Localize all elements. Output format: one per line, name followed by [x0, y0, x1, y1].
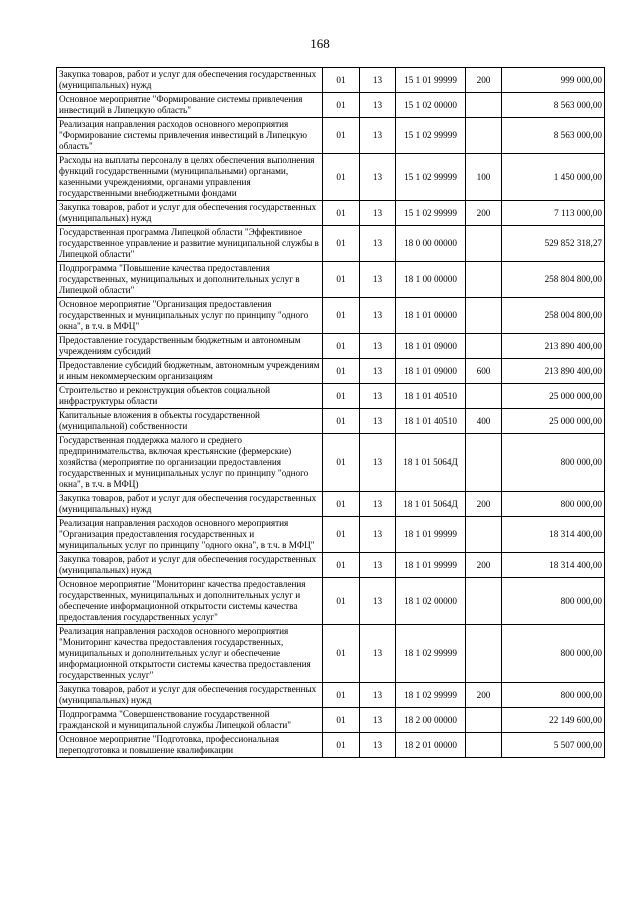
section-code-cell: 01: [323, 359, 360, 384]
expense-name-cell: Капитальные вложения в объекты государственной (муниципальной) собственности: [57, 409, 323, 434]
target-article-cell: 18 1 01 09000: [396, 359, 466, 384]
expense-name-cell: Основное мероприятие "Подготовка, профессиональная переподготовка и повышение квалификации: [57, 733, 323, 758]
expense-type-cell: 200: [466, 683, 502, 708]
expense-type-cell: [466, 262, 502, 298]
table-row: [57, 384, 605, 409]
expense-type-cell: [466, 298, 502, 334]
expense-type-cell: [466, 578, 502, 625]
expense-type-cell: 200: [466, 68, 502, 93]
expense-name-cell: Подпрограмма "Повышение качества предоставления государственных, муниципальных и дополнительных услуг в Липецкой области": [57, 262, 323, 298]
amount-cell: 213 890 400,00: [502, 359, 605, 384]
subsection-code-cell: 13: [360, 359, 396, 384]
expense-type-cell: [466, 334, 502, 359]
expense-name-cell: Реализация направления расходов основного мероприятия "Организация предоставления государственных и муниципальных услуг по принципу "одного окна", в т.ч. в МФЦ": [57, 517, 323, 553]
amount-cell: 22 149 600,00: [502, 708, 605, 733]
amount-cell: 999 000,00: [502, 68, 605, 93]
target-article-cell: 15 1 01 99999: [396, 68, 466, 93]
table-row: [57, 517, 605, 553]
expense-type-cell: 100: [466, 154, 502, 201]
expense-name-cell: Расходы на выплаты персоналу в целях обеспечения выполнения функций государственными (муниципальными) органами, казенными учреждениями, органами управления государственными внебюджетными фондами: [57, 154, 323, 201]
amount-cell: 1 450 000,00: [502, 154, 605, 201]
expense-name-cell: Государственная программа Липецкой области "Эффективное государственное управление и развитие муниципальной службы в Липецкой области": [57, 226, 323, 262]
target-article-cell: 18 0 00 00000: [396, 226, 466, 262]
subsection-code-cell: 13: [360, 298, 396, 334]
subsection-code-cell: 13: [360, 578, 396, 625]
amount-cell: 25 000 000,00: [502, 384, 605, 409]
subsection-code-cell: 13: [360, 517, 396, 553]
subsection-code-cell: 13: [360, 154, 396, 201]
table-row: [57, 359, 605, 384]
target-article-cell: 18 1 01 99999: [396, 553, 466, 578]
section-code-cell: 01: [323, 118, 360, 154]
amount-cell: 800 000,00: [502, 492, 605, 517]
table-row: [57, 68, 605, 93]
section-code-cell: 01: [323, 298, 360, 334]
amount-cell: 8 563 000,00: [502, 118, 605, 154]
subsection-code-cell: 13: [360, 262, 396, 298]
table-row: [57, 409, 605, 434]
subsection-code-cell: 13: [360, 68, 396, 93]
expense-name-cell: Строительство и реконструкция объектов социальной инфраструктуры области: [57, 384, 323, 409]
section-code-cell: 01: [323, 733, 360, 758]
table-row: [57, 201, 605, 226]
section-code-cell: 01: [323, 226, 360, 262]
expense-type-cell: [466, 118, 502, 154]
amount-cell: 800 000,00: [502, 683, 605, 708]
table-row: [57, 118, 605, 154]
table-row: [57, 154, 605, 201]
expense-type-cell: 200: [466, 492, 502, 517]
section-code-cell: 01: [323, 93, 360, 118]
table-row: [57, 226, 605, 262]
amount-cell: 213 890 400,00: [502, 334, 605, 359]
section-code-cell: 01: [323, 553, 360, 578]
subsection-code-cell: 13: [360, 708, 396, 733]
target-article-cell: 18 1 01 40510: [396, 384, 466, 409]
target-article-cell: 18 1 02 99999: [396, 683, 466, 708]
expense-type-cell: [466, 733, 502, 758]
section-code-cell: 01: [323, 708, 360, 733]
target-article-cell: 18 1 01 00000: [396, 298, 466, 334]
section-code-cell: 01: [323, 154, 360, 201]
expense-name-cell: Подпрограмма "Совершенствование государственной гражданской и муниципальной службы Липецкой области": [57, 708, 323, 733]
amount-cell: 7 113 000,00: [502, 201, 605, 226]
target-article-cell: 18 1 01 5064Д: [396, 492, 466, 517]
subsection-code-cell: 13: [360, 553, 396, 578]
target-article-cell: 18 1 01 5064Д: [396, 434, 466, 492]
expense-name-cell: Основное мероприятие "Мониторинг качества предоставления государственных, муниципальных и дополнительных услуг и обеспечение информационной открытости системы качества предоставления государственных услуг": [57, 578, 323, 625]
target-article-cell: 18 1 02 99999: [396, 625, 466, 683]
table-row: [57, 578, 605, 625]
table-row: [57, 434, 605, 492]
subsection-code-cell: 13: [360, 409, 396, 434]
subsection-code-cell: 13: [360, 384, 396, 409]
target-article-cell: 18 1 01 40510: [396, 409, 466, 434]
table-row: [57, 708, 605, 733]
amount-cell: 800 000,00: [502, 434, 605, 492]
expense-name-cell: Реализация направления расходов основного мероприятия "Формирование системы привлечения инвестиций в Липецкую область": [57, 118, 323, 154]
section-code-cell: 01: [323, 384, 360, 409]
target-article-cell: 18 1 01 99999: [396, 517, 466, 553]
target-article-cell: 18 1 00 00000: [396, 262, 466, 298]
subsection-code-cell: 13: [360, 334, 396, 359]
target-article-cell: 15 1 02 99999: [396, 154, 466, 201]
target-article-cell: 18 1 02 00000: [396, 578, 466, 625]
expense-name-cell: Основное мероприятие "Организация предоставления государственных и муниципальных услуг по принципу "одного окна", в т.ч. в МФЦ": [57, 298, 323, 334]
expense-type-cell: [466, 226, 502, 262]
section-code-cell: 01: [323, 625, 360, 683]
subsection-code-cell: 13: [360, 625, 396, 683]
budget-table: [56, 67, 605, 758]
subsection-code-cell: 13: [360, 492, 396, 517]
amount-cell: 8 563 000,00: [502, 93, 605, 118]
subsection-code-cell: 13: [360, 93, 396, 118]
target-article-cell: 18 2 01 00000: [396, 733, 466, 758]
target-article-cell: 15 1 02 00000: [396, 93, 466, 118]
section-code-cell: 01: [323, 201, 360, 226]
table-row: [57, 683, 605, 708]
section-code-cell: 01: [323, 578, 360, 625]
expense-name-cell: Закупка товаров, работ и услуг для обеспечения государственных (муниципальных) нужд: [57, 68, 323, 93]
table-row: [57, 625, 605, 683]
table-row: [57, 553, 605, 578]
expense-name-cell: Реализация направления расходов основного мероприятия "Мониторинг качества предоставления государственных, муниципальных и дополнительных услуг и обеспечение информационной открытости системы качества предоставления государственных услуг": [57, 625, 323, 683]
subsection-code-cell: 13: [360, 226, 396, 262]
expense-name-cell: Предоставление субсидий бюджетным, автономным учреждениям и иным некоммерческим организациям: [57, 359, 323, 384]
target-article-cell: 15 1 02 99999: [396, 118, 466, 154]
section-code-cell: 01: [323, 517, 360, 553]
expense-type-cell: [466, 708, 502, 733]
subsection-code-cell: 13: [360, 434, 396, 492]
target-article-cell: 18 1 01 09000: [396, 334, 466, 359]
amount-cell: 18 314 400,00: [502, 553, 605, 578]
expense-type-cell: [466, 93, 502, 118]
section-code-cell: 01: [323, 492, 360, 517]
amount-cell: 800 000,00: [502, 625, 605, 683]
expense-type-cell: [466, 517, 502, 553]
table-row: [57, 262, 605, 298]
expense-type-cell: 200: [466, 201, 502, 226]
table-body: [57, 68, 605, 758]
expense-name-cell: Закупка товаров, работ и услуг для обеспечения государственных (муниципальных) нужд: [57, 553, 323, 578]
section-code-cell: 01: [323, 262, 360, 298]
section-code-cell: 01: [323, 409, 360, 434]
amount-cell: 25 000 000,00: [502, 409, 605, 434]
expense-name-cell: Предоставление государственным бюджетным и автономным учреждениям субсидий: [57, 334, 323, 359]
section-code-cell: 01: [323, 68, 360, 93]
table-row: [57, 334, 605, 359]
section-code-cell: 01: [323, 434, 360, 492]
amount-cell: 258 804 800,00: [502, 262, 605, 298]
expense-name-cell: Закупка товаров, работ и услуг для обеспечения государственных (муниципальных) нужд: [57, 683, 323, 708]
subsection-code-cell: 13: [360, 201, 396, 226]
page-number: 168: [310, 36, 330, 51]
expense-type-cell: 400: [466, 409, 502, 434]
expense-name-cell: Основное мероприятие "Формирование системы привлечения инвестиций в Липецкую область": [57, 93, 323, 118]
amount-cell: 18 314 400,00: [502, 517, 605, 553]
table-row: [57, 93, 605, 118]
target-article-cell: 15 1 02 99999: [396, 201, 466, 226]
expense-name-cell: Государственная поддержка малого и среднего предпринимательства, включая крестьянские (фермерские) хозяйства (мероприятие по организации предоставления государственных и муниципальных услуг по принципу "одного окна", в т.ч. в МФЦ): [57, 434, 323, 492]
amount-cell: 5 507 000,00: [502, 733, 605, 758]
amount-cell: 258 004 800,00: [502, 298, 605, 334]
table-row: [57, 733, 605, 758]
expense-type-cell: [466, 434, 502, 492]
expense-type-cell: 200: [466, 553, 502, 578]
subsection-code-cell: 13: [360, 118, 396, 154]
expense-type-cell: [466, 625, 502, 683]
expense-type-cell: [466, 384, 502, 409]
table-row: [57, 298, 605, 334]
subsection-code-cell: 13: [360, 733, 396, 758]
amount-cell: 529 852 318,27: [502, 226, 605, 262]
expense-name-cell: Закупка товаров, работ и услуг для обеспечения государственных (муниципальных) нужд: [57, 492, 323, 517]
table-row: [57, 492, 605, 517]
target-article-cell: 18 2 00 00000: [396, 708, 466, 733]
expense-type-cell: 600: [466, 359, 502, 384]
section-code-cell: 01: [323, 334, 360, 359]
section-code-cell: 01: [323, 683, 360, 708]
expense-name-cell: Закупка товаров, работ и услуг для обеспечения государственных (муниципальных) нужд: [57, 201, 323, 226]
amount-cell: 800 000,00: [502, 578, 605, 625]
subsection-code-cell: 13: [360, 683, 396, 708]
